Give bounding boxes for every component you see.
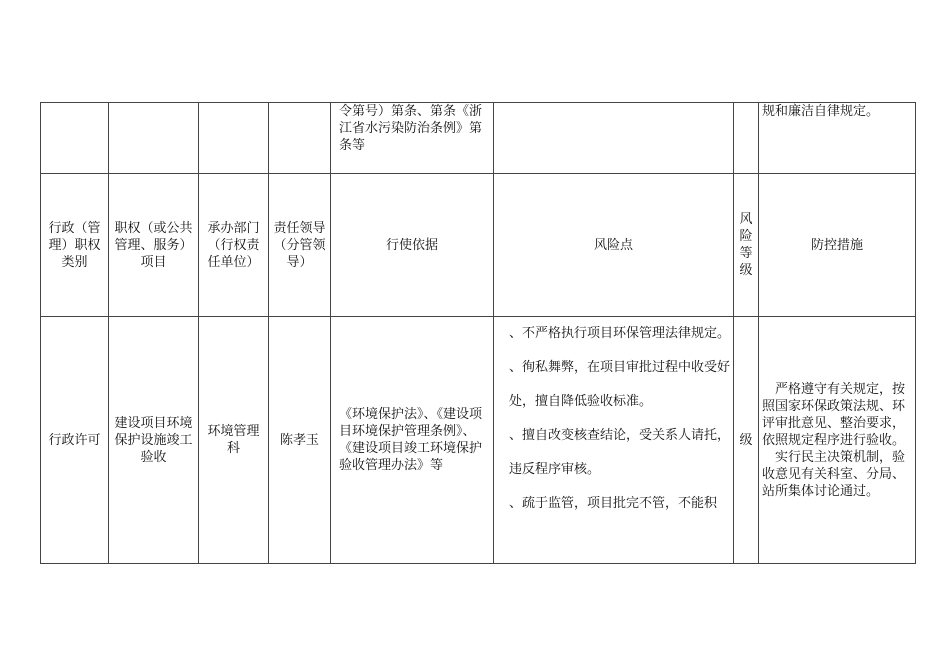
leader-cell: 陈孝玉 <box>269 317 331 564</box>
basis-cell: 《环境保护法》、《建设项目环境保护管理条例》、《建设项目竣工环境保护验收管理办法》等 <box>331 317 494 564</box>
risk-points-cell <box>494 317 734 564</box>
measure-item: 严格遵守有关规定，按照国家环保政策法规、环评审批意见、整治要求，依照规定程序进行验收。 <box>762 381 906 448</box>
continuation-row <box>41 103 916 174</box>
risk-point-item: 、疏于监管，项目批完不管，不能积 <box>509 496 718 511</box>
risk-level-char: 险 <box>739 229 753 244</box>
risk-level-char: 级 <box>739 263 753 278</box>
cont-leader-cell <box>269 103 331 174</box>
risk-level-char: 风 <box>739 212 753 227</box>
risk-control-table <box>40 102 916 564</box>
header-category: 行政（管理）职权类别 <box>41 174 109 317</box>
department-cell: 环境管理科 <box>199 317 269 564</box>
header-row <box>41 174 916 317</box>
cont-category-cell <box>41 103 109 174</box>
measures-cell <box>759 317 916 564</box>
risk-level-char: 等 <box>739 246 753 261</box>
measure-item: 实行民主决策机制，验收意见有关科室、分局、站所集体讨论通过。 <box>762 449 906 499</box>
header-risk-point: 风险点 <box>494 174 734 317</box>
cont-risk-cell <box>494 103 734 174</box>
cont-measures-cell: 规和廉洁自律规定。 <box>759 103 916 174</box>
header-leader: 责任领导（分管领导） <box>269 174 331 317</box>
table-row <box>41 317 916 564</box>
cont-basis-cell: 令第号）第条、第条《浙江省水污染防治条例》第条等 <box>331 103 494 174</box>
header-department: 承办部门（行权责任单位） <box>199 174 269 317</box>
risk-point-item: 、擅自改变核查结论，受关系人请托，违反程序审核。 <box>509 428 731 477</box>
cont-level-cell <box>734 103 759 174</box>
header-basis: 行使依据 <box>331 174 494 317</box>
risk-point-item: 、不严格执行项目环保管理法律规定。 <box>509 326 731 341</box>
header-risk-level <box>734 174 759 317</box>
risk-point-item: 、徇私舞弊，在项目审批过程中收受好处，擅自降低验收标准。 <box>509 360 731 409</box>
header-measures: 防控措施 <box>759 174 916 317</box>
category-cell: 行政许可 <box>41 317 109 564</box>
header-item: 职权（或公共管理、服务）项目 <box>109 174 199 317</box>
item-cell: 建设项目环境保护设施竣工验收 <box>109 317 199 564</box>
cont-item-cell <box>109 103 199 174</box>
risk-level-cell: 级 <box>734 317 759 564</box>
cont-department-cell <box>199 103 269 174</box>
